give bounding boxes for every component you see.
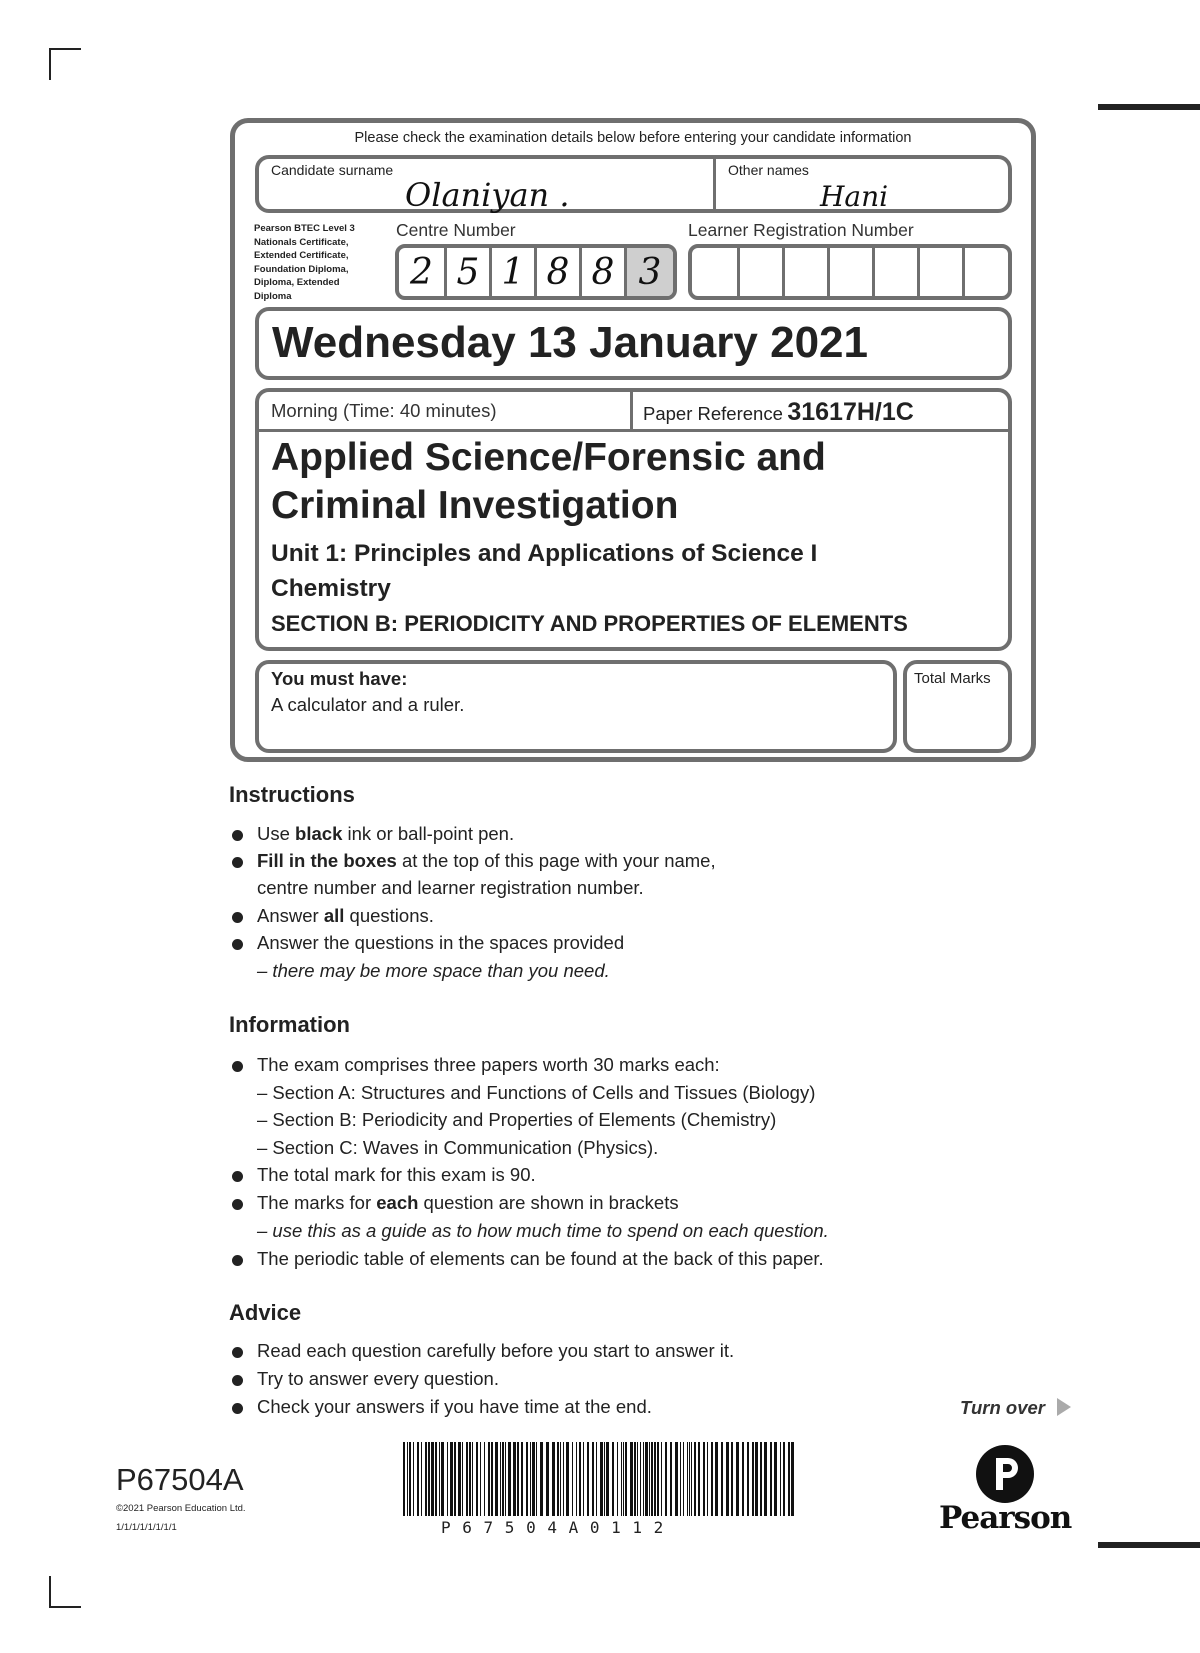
section-title: SECTION B: PERIODICITY AND PROPERTIES OF ELEMENTS [271, 611, 908, 636]
barcode-bar [517, 1442, 519, 1516]
barcode-bar [711, 1442, 713, 1516]
turn-over-arrow-icon [1057, 1398, 1071, 1416]
instruction-2-post: at the top of this page with your name, [396, 850, 716, 871]
barcode-bar [683, 1442, 684, 1516]
barcode-bar [606, 1442, 609, 1516]
barcode-bar [450, 1442, 453, 1516]
barcode-bar [625, 1442, 627, 1516]
bullet-dot [232, 1375, 243, 1386]
information-heading: Information [229, 1012, 350, 1037]
barcode-bar [407, 1442, 408, 1516]
barcode-bar [752, 1442, 754, 1516]
barcode-bar [634, 1442, 636, 1516]
information-sub-1: – Section A: Structures and Functions of Cells and Tissues (Biology) [257, 1082, 816, 1103]
total-marks-label: Total Marks [914, 670, 991, 687]
barcode-bar [726, 1442, 729, 1516]
instruction-1 [257, 823, 514, 845]
barcode-bar [441, 1442, 444, 1516]
barcode-bar [508, 1442, 511, 1516]
bullet-dot [232, 1061, 243, 1072]
barcode-bar [576, 1442, 577, 1516]
barcode-bar [783, 1442, 785, 1516]
barcode-bar [707, 1442, 708, 1516]
barcode-bar [484, 1442, 485, 1516]
paper-reference-label: Paper Reference [643, 403, 783, 424]
pearson-logo-mark [976, 1445, 1034, 1503]
barcode-bar [552, 1442, 555, 1516]
centre-digit-5[interactable]: 8 [579, 248, 624, 296]
paper-code: P67504A [116, 1462, 244, 1497]
bullet-dot [232, 939, 243, 950]
barcode-bar [526, 1442, 528, 1516]
barcode [401, 1442, 797, 1520]
bullet-dot [232, 830, 243, 841]
barcode-bar [454, 1442, 456, 1516]
barcode-bar [572, 1442, 573, 1516]
barcode-bar [637, 1442, 638, 1516]
barcode-bar [780, 1442, 781, 1516]
barcode-bar [488, 1442, 490, 1516]
instruction-2 [257, 850, 716, 872]
bullet-dot [232, 912, 243, 923]
information-3-pre: The marks for [257, 1192, 377, 1213]
advice-2 [257, 1368, 499, 1390]
barcode-bar [587, 1442, 589, 1516]
bullet-dot [232, 1199, 243, 1210]
barcode-bar [645, 1442, 648, 1516]
barcode-bar [640, 1442, 641, 1516]
barcode-bar [680, 1442, 681, 1516]
surname-label: Candidate surname [271, 162, 394, 178]
information-1-text: The exam comprises three papers worth 30 marks each: [257, 1054, 720, 1075]
barcode-bar [643, 1442, 644, 1516]
bullet-dot [232, 857, 243, 868]
barcode-bar [698, 1442, 700, 1516]
bullet-dot [232, 1403, 243, 1414]
instruction-4-cont-text: – there may be more space than you need. [257, 960, 610, 981]
crop-mark-bottom-left-h [49, 1606, 81, 1608]
unit-title: Unit 1: Principles and Applications of Science I [271, 540, 818, 567]
barcode-bar [530, 1442, 531, 1516]
barcode-bars [401, 1442, 797, 1520]
centre-digit-3[interactable]: 1 [489, 248, 534, 296]
advice-3-text: Check your answers if you have time at the end. [257, 1396, 652, 1417]
barcode-bar [592, 1442, 594, 1516]
information-3-post: question are shown in brackets [418, 1192, 679, 1213]
barcode-bar [579, 1442, 581, 1516]
barcode-text: P 6 7 5 0 4 A 0 1 1 2 [441, 1518, 665, 1537]
barcode-bar [431, 1442, 434, 1516]
information-2-text: The total mark for this exam is 90. [257, 1164, 536, 1185]
learner-cell-3[interactable] [782, 248, 827, 296]
other-names-field[interactable]: Hani [820, 180, 889, 213]
information-sub-2: – Section B: Periodicity and Properties of Elements (Chemistry) [257, 1109, 777, 1130]
pearson-logo-icon [976, 1445, 1034, 1508]
instruction-4-cont [257, 960, 610, 982]
instruction-4 [257, 932, 624, 954]
barcode-bar [491, 1442, 493, 1516]
barcode-bar [694, 1442, 696, 1516]
barcode-bar [425, 1442, 427, 1516]
barcode-bar [583, 1442, 584, 1516]
subject-title: Chemistry [271, 575, 391, 602]
information-2 [257, 1164, 536, 1186]
learner-cell-6[interactable] [917, 248, 962, 296]
barcode-bar [736, 1442, 739, 1516]
barcode-bar [604, 1442, 605, 1516]
barcode-bar [409, 1442, 411, 1516]
paper-reference [643, 398, 914, 427]
exam-date: Wednesday 13 January 2021 [272, 318, 868, 367]
session-divider-v [630, 390, 633, 430]
barcode-bar [657, 1442, 659, 1516]
barcode-bar [403, 1442, 405, 1516]
barcode-bar [661, 1442, 662, 1516]
must-have-heading: You must have: [271, 668, 408, 689]
crop-mark-top-left-v [49, 48, 51, 80]
bullet-dot [232, 1347, 243, 1358]
centre-digit-6[interactable]: 3 [624, 248, 673, 296]
barcode-bar [566, 1442, 569, 1516]
barcode-bar [469, 1442, 471, 1516]
barcode-bar [560, 1442, 561, 1516]
turn-over-label: Turn over [960, 1397, 1045, 1418]
paper-reference-value: 31617H/1C [787, 398, 914, 426]
barcode-bar [764, 1442, 767, 1516]
barcode-bar [665, 1442, 667, 1516]
session-divider-h [257, 429, 1010, 432]
crop-mark-bottom-left-v [49, 1576, 51, 1608]
learner-registration-label: Learner Registration Number [688, 220, 914, 240]
barcode-bar [447, 1442, 448, 1516]
barcode-bar [505, 1442, 506, 1516]
barcode-bar [502, 1442, 504, 1516]
information-sub-3: – Section C: Waves in Communication (Physics). [257, 1137, 659, 1158]
barcode-bar [774, 1442, 777, 1516]
barcode-bar [649, 1442, 650, 1516]
barcode-bar [617, 1442, 618, 1516]
print-code: 1/1/1/1/1/1/1/1 [116, 1522, 177, 1533]
title-line-1: Applied Science/Forensic and [271, 436, 826, 479]
barcode-bar [755, 1442, 758, 1516]
barcode-bar [476, 1442, 478, 1516]
barcode-bar [621, 1442, 622, 1516]
centre-digit-4[interactable]: 8 [534, 248, 579, 296]
information-3-cont [257, 1220, 829, 1242]
barcode-bar [689, 1442, 690, 1516]
barcode-bar [546, 1442, 549, 1516]
barcode-bar [703, 1442, 705, 1516]
learner-cell-5[interactable] [872, 248, 917, 296]
barcode-bar [472, 1442, 473, 1516]
barcode-bar [421, 1442, 422, 1516]
instructions-heading: Instructions [229, 782, 355, 807]
learner-cell-7[interactable] [962, 248, 1008, 296]
instruction-2-bold: Fill in the boxes [257, 850, 397, 871]
centre-number-label: Centre Number [396, 220, 516, 240]
advice-heading: Advice [229, 1300, 302, 1325]
learner-cell-2[interactable] [737, 248, 782, 296]
barcode-bar [675, 1442, 678, 1516]
barcode-bar [687, 1442, 688, 1516]
barcode-bar [413, 1442, 414, 1516]
barcode-bar [721, 1442, 723, 1516]
bullet-dot [232, 1255, 243, 1266]
centre-digit-1[interactable]: 2 [410, 251, 433, 293]
advice-2-text: Try to answer every question. [257, 1368, 499, 1389]
barcode-bar [691, 1442, 692, 1516]
crop-mark-top-left-h [49, 48, 81, 50]
barcode-bar [521, 1442, 523, 1516]
barcode-bar [654, 1442, 656, 1516]
barcode-bar [791, 1442, 794, 1516]
barcode-bar [747, 1442, 749, 1516]
centre-number-boxes[interactable] [395, 244, 677, 300]
learner-registration-boxes[interactable] [688, 244, 1012, 300]
barcode-bar [770, 1442, 772, 1516]
barcode-bar [536, 1442, 537, 1516]
header-note: Please check the examination details below before entering your candidate information [354, 130, 912, 146]
title-line-2: Criminal Investigation [271, 484, 679, 527]
advice-1 [257, 1340, 734, 1362]
barcode-bar [540, 1442, 543, 1516]
barcode-bar [428, 1442, 430, 1516]
barcode-bar [563, 1442, 564, 1516]
barcode-bar [480, 1442, 481, 1516]
instruction-1-pre: Use [257, 823, 296, 844]
edge-bar-bottom-right [1098, 1542, 1200, 1548]
barcode-bar [630, 1442, 633, 1516]
advice-3 [257, 1396, 652, 1418]
must-have-text: A calculator and a ruler. [271, 694, 465, 715]
barcode-bar [731, 1442, 733, 1516]
barcode-bar [462, 1442, 463, 1516]
barcode-bar [439, 1442, 440, 1516]
barcode-bar [623, 1442, 624, 1516]
pearson-brand: Pearson [939, 1500, 1072, 1536]
instruction-3-bold: all [323, 905, 345, 926]
barcode-bar [557, 1442, 559, 1516]
barcode-bar [495, 1442, 498, 1516]
barcode-bar [715, 1442, 718, 1516]
instruction-1-post: ink or ball-point pen. [342, 823, 515, 844]
instruction-3 [257, 905, 434, 927]
barcode-bar [458, 1442, 461, 1516]
barcode-bar [532, 1442, 535, 1516]
surname-field[interactable]: Olaniyan . [405, 176, 570, 214]
learner-cell-4[interactable] [827, 248, 872, 296]
centre-digit-2[interactable]: 5 [444, 248, 489, 296]
other-names-label: Other names [728, 162, 809, 178]
instruction-4-text: Answer the questions in the spaces provided [257, 932, 625, 953]
instruction-3-post: questions. [344, 905, 434, 926]
information-3-cont-text: – use this as a guide as to how much time to spend on each question. [257, 1220, 829, 1241]
bullet-dot [232, 1171, 243, 1182]
barcode-bar [651, 1442, 653, 1516]
barcode-bar [513, 1442, 516, 1516]
name-divider [713, 157, 716, 211]
information-1 [257, 1054, 720, 1076]
turn-over [960, 1397, 1071, 1419]
barcode-bar [670, 1442, 672, 1516]
barcode-bar [788, 1442, 790, 1516]
barcode-bar [417, 1442, 419, 1516]
qualification-note: Pearson BTEC Level 3 Nationals Certificate, Extended Certificate, Foundation Diploma, Diploma, Extended Diploma [254, 223, 355, 302]
barcode-bar [435, 1442, 437, 1516]
information-3-bold: each [376, 1192, 419, 1213]
information-4-text: The periodic table of elements can be found at the back of this paper. [257, 1248, 824, 1269]
copyright: ©2021 Pearson Education Ltd. [116, 1503, 246, 1514]
information-3 [257, 1192, 679, 1214]
information-4 [257, 1248, 824, 1270]
barcode-bar [742, 1442, 744, 1516]
advice-1-text: Read each question carefully before you start to answer it. [257, 1340, 735, 1361]
barcode-bar [500, 1442, 501, 1516]
learner-cell-1[interactable] [692, 248, 737, 296]
instruction-3-pre: Answer [257, 905, 324, 926]
barcode-bar [466, 1442, 468, 1516]
edge-bar-top-right [1098, 104, 1200, 110]
barcode-bar [612, 1442, 614, 1516]
session-text: Morning (Time: 40 minutes) [271, 400, 497, 421]
barcode-bar [596, 1442, 597, 1516]
instruction-1-bold: black [295, 823, 343, 844]
instruction-2-cont: centre number and learner registration number. [257, 877, 644, 898]
barcode-bar [600, 1442, 603, 1516]
barcode-bar [760, 1442, 762, 1516]
